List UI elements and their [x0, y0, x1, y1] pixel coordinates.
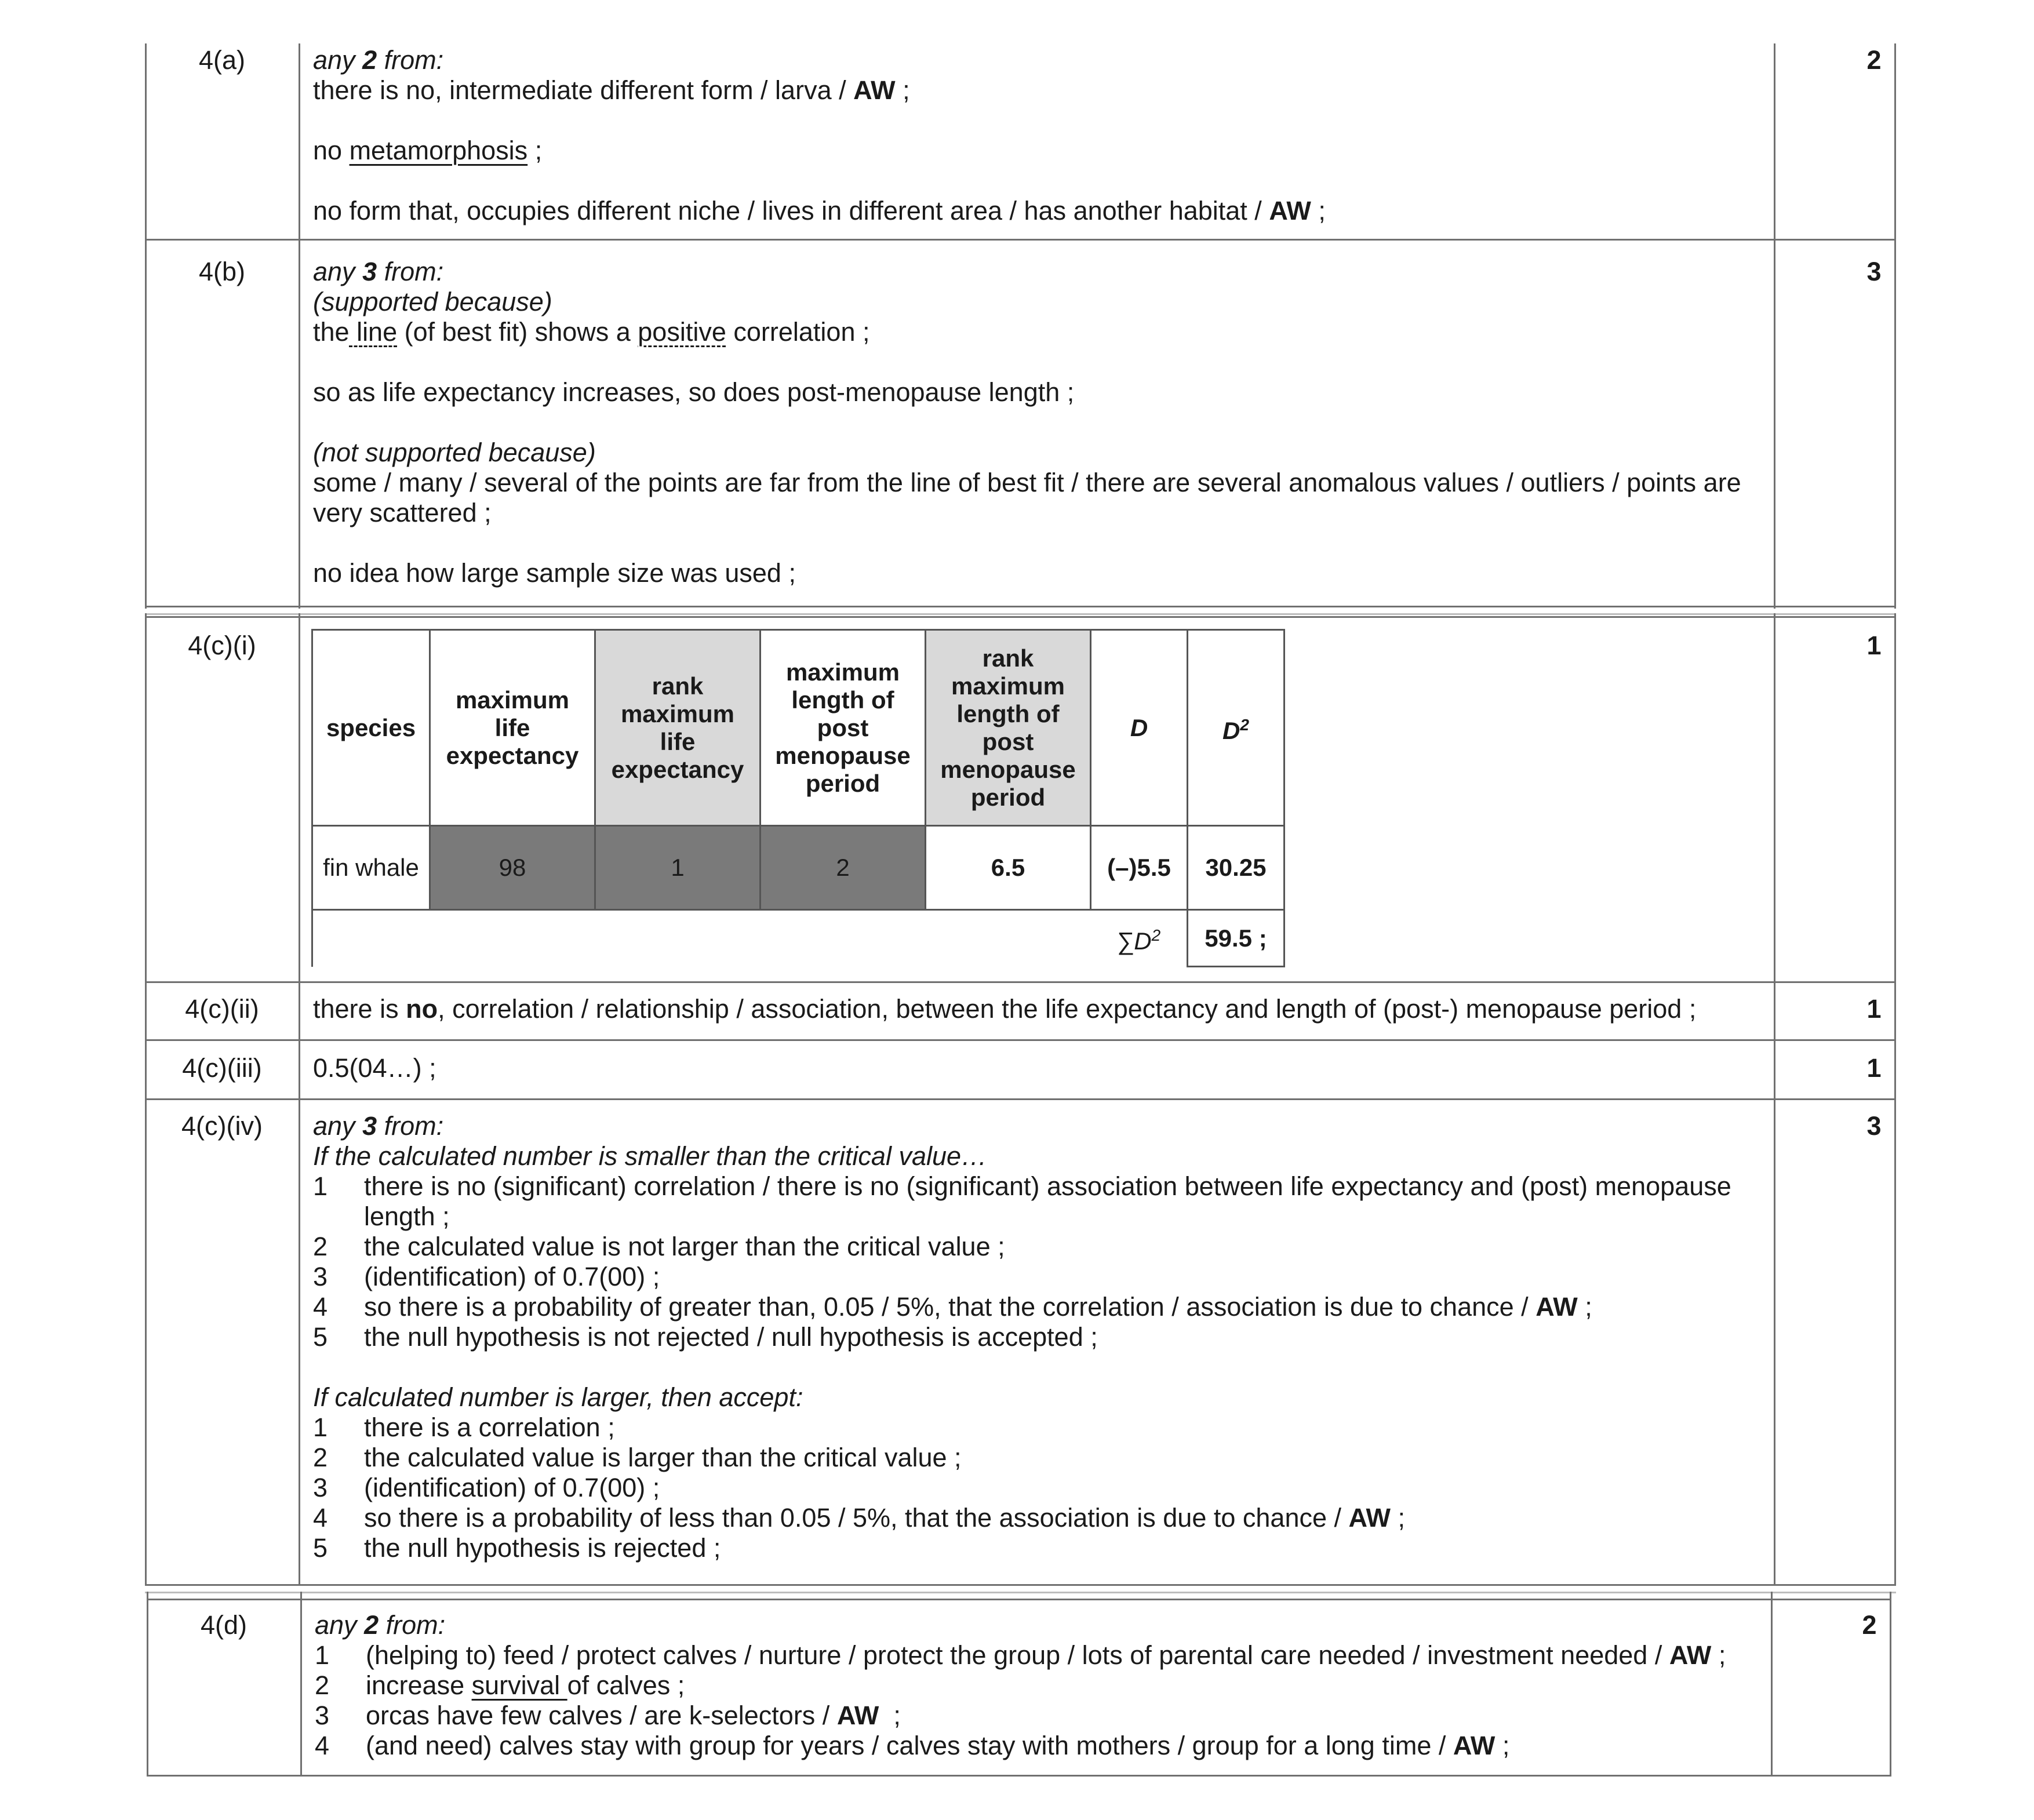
list-item: 3 (identification) of 0.7(00) ;: [313, 1473, 660, 1502]
sum-label: $\sum D^2$: [1091, 910, 1188, 967]
sum-row: [312, 910, 1285, 967]
question-number: 4(d): [200, 1610, 248, 1640]
table-cell: 1: [595, 826, 761, 910]
table-cell: 98: [430, 826, 595, 910]
answer-4civ: [313, 1111, 1762, 1563]
mark-value: 3: [1866, 1111, 1882, 1141]
row-divider: [145, 616, 1896, 618]
mark-value: 2: [1866, 45, 1882, 75]
question-number: 4(c)(iv): [181, 1111, 263, 1141]
list-item: 4 so there is a probability of less than 0.05 / 5%, that the association is due to chance / AW ;: [313, 1503, 1406, 1533]
row-divider: [147, 1599, 1891, 1600]
mark-value: 1: [1866, 994, 1882, 1024]
list-item: 3 orcas have few calves / are k-selectors / AW ;: [315, 1701, 901, 1730]
answer-point: so as life expectancy increases, so does post-menopause length ;: [313, 377, 1075, 407]
any-from-intro: any 2 from:: [315, 1610, 446, 1640]
answer-point: there is no, intermediate different form / larva / AW ;: [313, 75, 910, 105]
question-number: 4(b): [198, 257, 246, 286]
list-item: 2 increase survival of calves ;: [315, 1670, 685, 1700]
any-from-intro: any 3 from:: [313, 257, 444, 286]
row-divider: [145, 1584, 1896, 1586]
table-cell: fin whale: [312, 826, 430, 910]
table-cell: 30.25: [1188, 826, 1285, 910]
list-item: 3 (identification) of 0.7(00) ;: [313, 1262, 660, 1291]
table-cell: 6.5: [926, 826, 1091, 910]
spearman-rank-table: [311, 629, 1285, 967]
answer-4b: [313, 257, 1762, 588]
row-divider: [145, 239, 1896, 241]
row-divider: [145, 981, 1896, 983]
answer-point: the line (of best fit) shows a positive correlation ;: [313, 317, 870, 347]
answer-4ciii: 0.5(04…) ;: [313, 1053, 436, 1083]
answer-point: no idea how large sample size was used ;: [313, 558, 796, 588]
list-item: 2 the calculated value is not larger than the critical value ;: [313, 1232, 1005, 1261]
mark-value: 1: [1866, 631, 1882, 660]
table-header-row: [312, 630, 1285, 826]
any-from-intro: any 3 from:: [313, 1111, 444, 1141]
list-item: 1 there is no (significant) correlation / there is no (significant) association between life expectancy and (post) menopause length ;: [313, 1171, 1731, 1231]
sum-value: 59.5 ;: [1188, 910, 1285, 967]
not-supported-heading: (not supported because): [313, 438, 596, 467]
list-item: 5 the null hypothesis is rejected ;: [313, 1533, 721, 1563]
answer-4a: [313, 45, 1762, 226]
larger-heading: If calculated number is larger, then accept:: [313, 1382, 803, 1412]
col-header: species: [312, 630, 430, 826]
answer-point: no metamorphosis ;: [313, 136, 543, 165]
row-divider: [145, 1098, 1896, 1100]
question-number: 4(c)(ii): [185, 994, 259, 1024]
row-divider: [147, 1775, 1891, 1777]
col-header: maximum length of post menopause period: [761, 630, 926, 826]
answer-4d: [315, 1610, 1764, 1761]
col-header-d: D: [1091, 630, 1188, 826]
row-divider: [145, 606, 1896, 607]
mark-value: 3: [1866, 257, 1882, 286]
table-border: [1774, 43, 1775, 609]
table-border: [1894, 43, 1896, 609]
smaller-heading: If the calculated number is smaller than the critical value…: [313, 1141, 988, 1171]
col-header: rank maximum length of post menopause period: [926, 630, 1091, 826]
list-item: 1 (helping to) feed / protect calves / nurture / protect the group / lots of parental care needed / investment needed / AW ;: [315, 1640, 1726, 1670]
row-divider: [145, 1592, 1896, 1593]
table-cell: (–)5.5: [1091, 826, 1188, 910]
table-border: [145, 43, 147, 609]
table-border: [1771, 1592, 1773, 1776]
list-item: 2 the calculated value is larger than the critical value ;: [313, 1443, 962, 1472]
mark-value: 2: [1862, 1610, 1877, 1640]
table-cell: 2: [761, 826, 926, 910]
list-item: 5 the null hypothesis is not rejected / null hypothesis is accepted ;: [313, 1322, 1098, 1352]
row-divider: [145, 613, 1896, 615]
col-header: rank maximum life expectancy: [595, 630, 761, 826]
question-number: 4(a): [198, 45, 246, 75]
answer-point: no form that, occupies different niche / lives in different area / has another habitat / AW ;: [313, 196, 1326, 225]
answer-4cii: there is no, correlation / relationship / association, between the life expectancy and length of (post-) menopause period ;: [313, 994, 1697, 1024]
mark-value: 1: [1866, 1053, 1882, 1083]
col-header: maximum life expectancy: [430, 630, 595, 826]
table-border: [299, 43, 300, 609]
supported-heading: (supported because): [313, 287, 552, 316]
answer-point: some / many / several of the points are far from the line of best fit / there are several anomalous values / outliers / points are very scattered ;: [313, 468, 1741, 527]
row-divider: [145, 1039, 1896, 1041]
list-item: 4 (and need) calves stay with group for years / calves stay with mothers / group for a long time / AW ;: [315, 1731, 1510, 1760]
any-from-intro: any 2 from:: [313, 45, 444, 75]
list-item: 1 there is a correlation ;: [313, 1413, 615, 1442]
question-number: 4(c)(i): [188, 631, 256, 660]
list-item: 4 so there is a probability of greater than, 0.05 / 5%, that the correlation / association is due to chance / AW ;: [313, 1292, 1592, 1322]
col-header-d-squared: $D^2$: [1188, 630, 1285, 826]
question-number: 4(c)(iii): [182, 1053, 262, 1083]
table-row: [312, 826, 1285, 910]
